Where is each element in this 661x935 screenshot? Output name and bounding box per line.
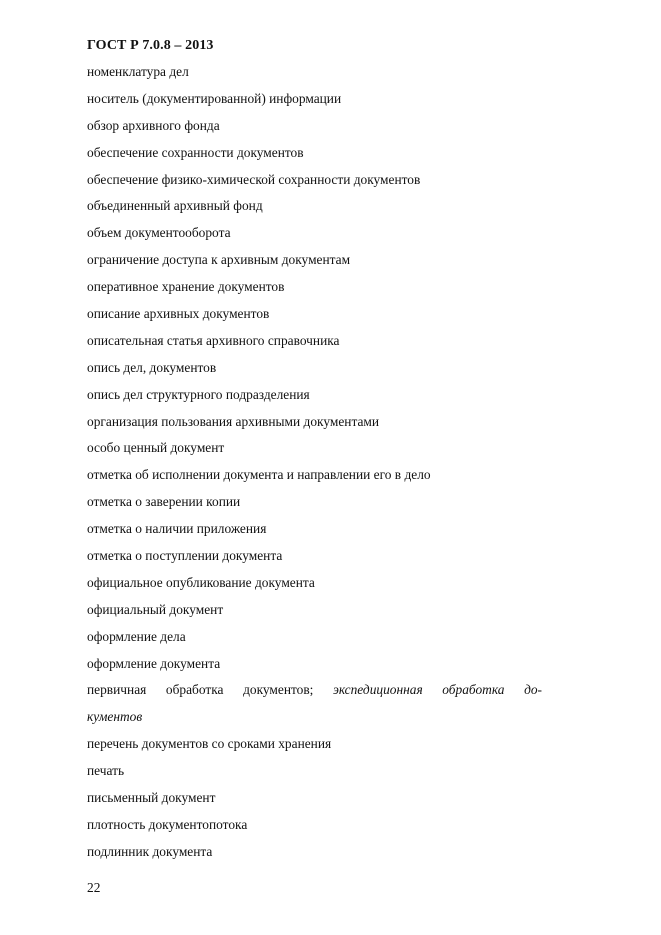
list-item: ограничение доступа к архивным документам [87, 252, 351, 268]
list-item: оперативное хранение документов [87, 279, 285, 295]
term-synonym-italic: экспедиционная обработка до- [333, 682, 542, 698]
page-number: 22 [87, 880, 101, 895]
page-header: ГОСТ Р 7.0.8 – 2013 [87, 38, 214, 53]
list-item: оформление документа [87, 655, 221, 671]
list-item: организация пользования архивными документами [87, 413, 380, 429]
list-item-split-line-2 [87, 707, 542, 734]
list-item: носитель (документированной) информации [87, 90, 342, 106]
list-item: описательная статья архивного справочника [87, 332, 340, 348]
list-item: подлинник документа [87, 843, 213, 859]
list-item: отметка о поступлении документа [87, 548, 283, 564]
list-item: плотность документопотока [87, 816, 248, 832]
term-main-text: первичная обработка документов; [87, 682, 314, 698]
list-item: отметка о наличии приложения [87, 521, 267, 537]
list-item: номенклатура дел [87, 64, 189, 79]
list-item: официальный документ [87, 601, 224, 617]
list-item: объединенный архивный фонд [87, 198, 263, 214]
term-synonym-italic-continued: кументов [87, 709, 143, 725]
list-item: обеспечение физико-химической сохранности документов [87, 171, 421, 187]
list-item: объем документооборота [87, 225, 231, 241]
list-item: описание архивных документов [87, 306, 270, 322]
list-item-split-line-1 [87, 680, 542, 707]
list-item: печать [87, 763, 125, 779]
list-item: особо ценный документ [87, 440, 225, 456]
list-item: официальное опубликование документа [87, 574, 315, 590]
list-item: опись дел, документов [87, 359, 217, 375]
list-item: обзор архивного фонда [87, 117, 220, 133]
list-item: отметка о заверении копии [87, 494, 241, 510]
list-item: опись дел структурного подразделения [87, 386, 310, 402]
list-item: оформление дела [87, 628, 186, 644]
list-item: отметка об исполнении документа и направлении его в дело [87, 467, 431, 483]
term-list [87, 62, 542, 869]
list-item: письменный документ [87, 790, 216, 806]
list-item: перечень документов со сроками хранения [87, 736, 332, 752]
list-item: обеспечение сохранности документов [87, 144, 304, 160]
